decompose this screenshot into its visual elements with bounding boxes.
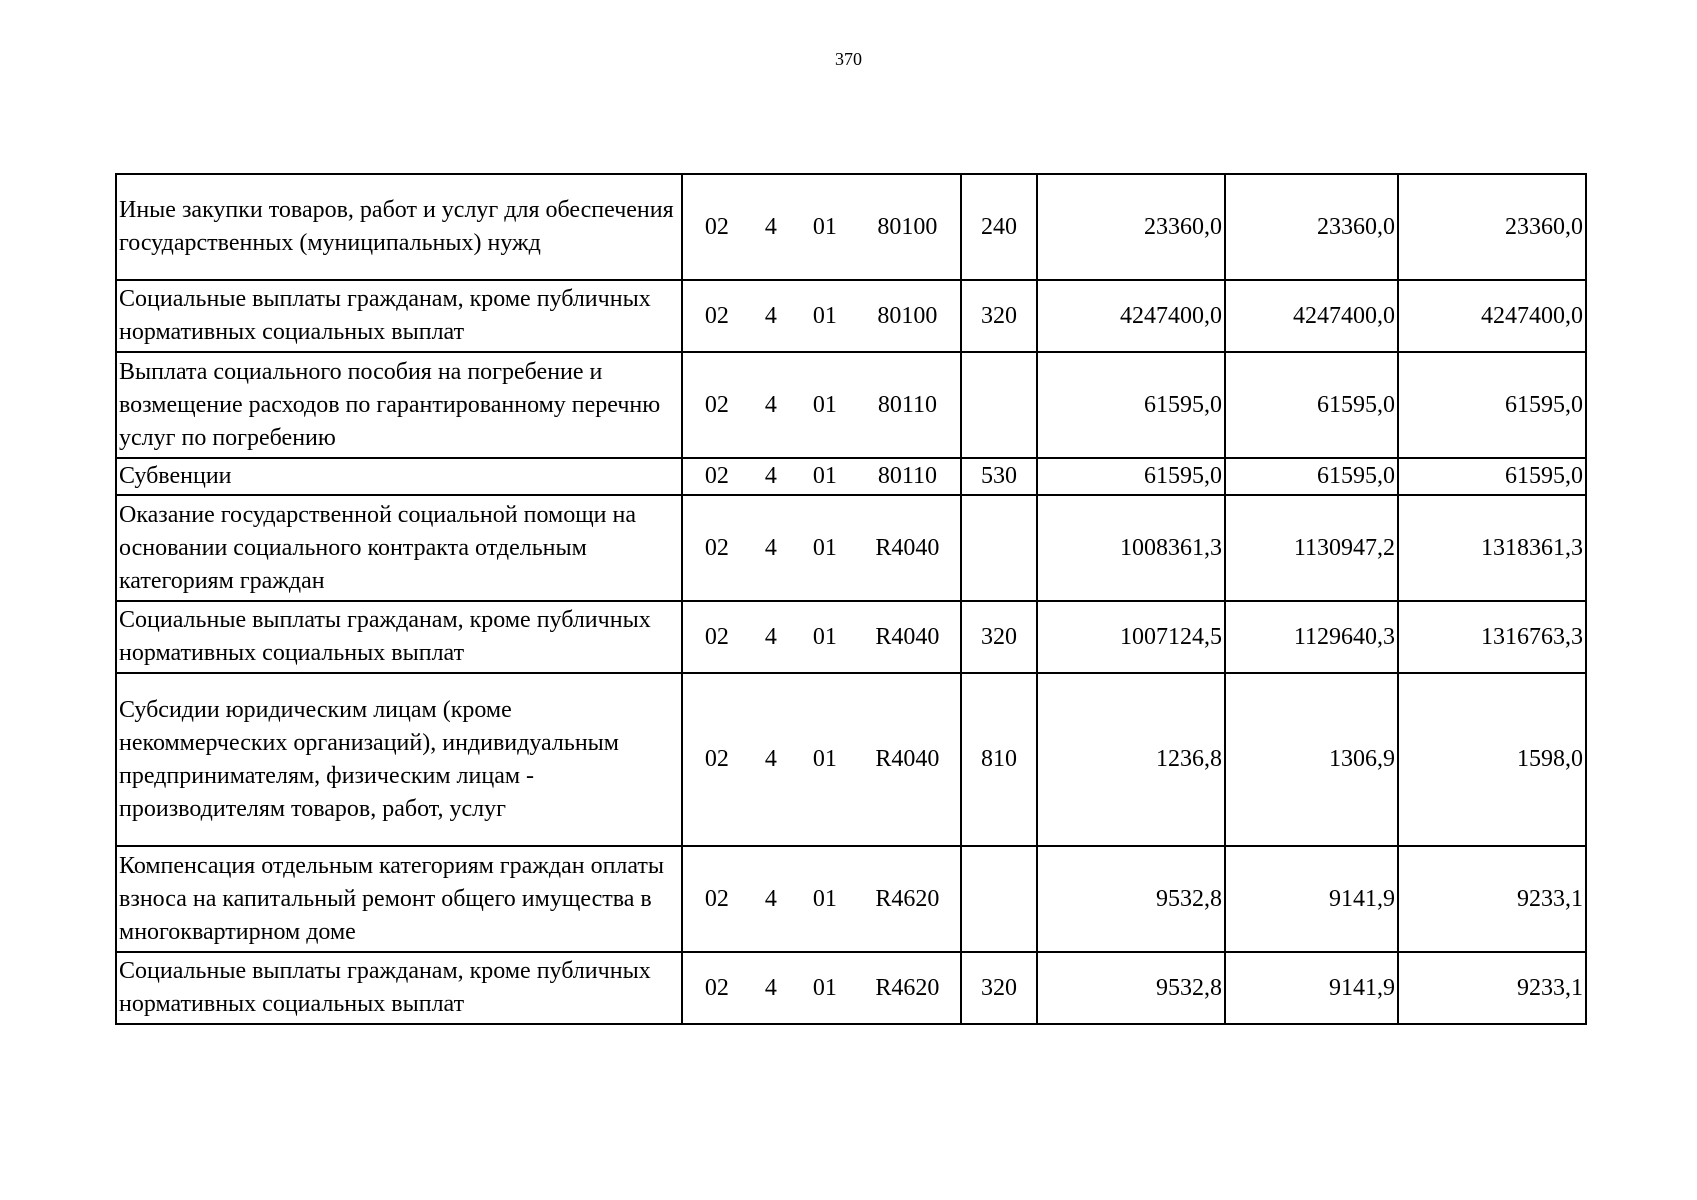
code-type: 4 bbox=[764, 885, 777, 912]
row-value-2: 9141,9 bbox=[1225, 846, 1398, 952]
row-value-2: 61595,0 bbox=[1225, 458, 1398, 495]
code-subprogram: 01 bbox=[812, 302, 837, 329]
row-value-3: 9233,1 bbox=[1398, 952, 1586, 1024]
row-code bbox=[682, 458, 961, 495]
code-type: 4 bbox=[764, 302, 777, 329]
code-program: 02 bbox=[704, 623, 729, 650]
code-direction: 80110 bbox=[877, 463, 937, 489]
code-subprogram: 01 bbox=[812, 885, 837, 912]
page-number: 370 bbox=[835, 49, 862, 69]
code-subprogram: 01 bbox=[812, 391, 837, 418]
table-row bbox=[116, 952, 1586, 1024]
row-expense-type: 320 bbox=[961, 952, 1037, 1024]
budget-table bbox=[115, 173, 1587, 1025]
code-type: 4 bbox=[764, 463, 777, 489]
code-subprogram: 01 bbox=[812, 974, 837, 1001]
row-name: Субсидии юридическим лицам (кроме некоммерческих организаций), индивидуальным предпринимателям, физическим лицам - производителям товаров, работ, услуг bbox=[116, 673, 682, 846]
code-subprogram: 01 bbox=[812, 213, 837, 240]
row-name: Социальные выплаты гражданам, кроме публичных нормативных социальных выплат bbox=[116, 601, 682, 673]
code-program: 02 bbox=[704, 974, 729, 1001]
code-program: 02 bbox=[704, 746, 729, 772]
code-program: 02 bbox=[704, 213, 729, 240]
row-value-1: 1007124,5 bbox=[1037, 601, 1225, 673]
code-program: 02 bbox=[704, 463, 729, 489]
row-value-3: 61595,0 bbox=[1398, 458, 1586, 495]
code-program: 02 bbox=[704, 534, 729, 561]
row-value-2: 9141,9 bbox=[1225, 952, 1398, 1024]
row-value-2: 4247400,0 bbox=[1225, 280, 1398, 352]
row-expense-type bbox=[961, 495, 1037, 601]
row-expense-type bbox=[961, 846, 1037, 952]
row-expense-type: 810 bbox=[961, 673, 1037, 846]
row-name: Социальные выплаты гражданам, кроме публичных нормативных социальных выплат bbox=[116, 280, 682, 352]
table-row bbox=[116, 846, 1586, 952]
row-value-2: 61595,0 bbox=[1225, 352, 1398, 458]
table-row bbox=[116, 352, 1586, 458]
code-direction: 80110 bbox=[877, 391, 937, 418]
row-expense-type bbox=[961, 352, 1037, 458]
row-value-3: 1598,0 bbox=[1398, 673, 1586, 846]
table-row bbox=[116, 495, 1586, 601]
row-value-1: 23360,0 bbox=[1037, 174, 1225, 280]
row-value-3: 4247400,0 bbox=[1398, 280, 1586, 352]
row-value-1: 61595,0 bbox=[1037, 458, 1225, 495]
row-code bbox=[682, 495, 961, 601]
row-expense-type: 320 bbox=[961, 601, 1037, 673]
row-value-1: 4247400,0 bbox=[1037, 280, 1225, 352]
code-subprogram: 01 bbox=[812, 463, 837, 489]
code-type: 4 bbox=[764, 534, 777, 561]
row-name: Выплата социального пособия на погребение и возмещение расходов по гарантированному перечню услуг по погребению bbox=[116, 352, 682, 458]
row-name: Оказание государственной социальной помощи на основании социального контракта отдельным категориям граждан bbox=[116, 495, 682, 601]
row-value-1: 1008361,3 bbox=[1037, 495, 1225, 601]
row-code bbox=[682, 952, 961, 1024]
code-subprogram: 01 bbox=[812, 623, 837, 650]
code-direction: R4040 bbox=[875, 623, 940, 650]
code-type: 4 bbox=[764, 213, 777, 240]
row-code bbox=[682, 673, 961, 846]
row-code bbox=[682, 601, 961, 673]
row-value-2: 23360,0 bbox=[1225, 174, 1398, 280]
row-expense-type: 240 bbox=[961, 174, 1037, 280]
row-name: Иные закупки товаров, работ и услуг для обеспечения государственных (муниципальных) нужд bbox=[116, 174, 682, 280]
table-row bbox=[116, 673, 1586, 846]
row-expense-type: 530 bbox=[961, 458, 1037, 495]
row-name: Социальные выплаты гражданам, кроме публичных нормативных социальных выплат bbox=[116, 952, 682, 1024]
code-subprogram: 01 bbox=[812, 746, 837, 772]
row-code bbox=[682, 352, 961, 458]
row-code bbox=[682, 846, 961, 952]
table-row bbox=[116, 280, 1586, 352]
row-value-3: 61595,0 bbox=[1398, 352, 1586, 458]
row-name: Субвенции bbox=[116, 458, 682, 495]
code-program: 02 bbox=[704, 302, 729, 329]
row-value-1: 1236,8 bbox=[1037, 673, 1225, 846]
row-expense-type: 320 bbox=[961, 280, 1037, 352]
code-direction: 80100 bbox=[877, 213, 938, 240]
code-subprogram: 01 bbox=[812, 534, 837, 561]
code-direction: 80100 bbox=[877, 302, 938, 329]
row-value-3: 1318361,3 bbox=[1398, 495, 1586, 601]
row-name: Компенсация отдельным категориям граждан оплаты взноса на капитальный ремонт общего имущества в многоквартирном доме bbox=[116, 846, 682, 952]
code-type: 4 bbox=[764, 974, 777, 1001]
row-value-3: 1316763,3 bbox=[1398, 601, 1586, 673]
code-direction: R4040 bbox=[875, 534, 940, 561]
code-type: 4 bbox=[764, 623, 777, 650]
code-direction: R4040 bbox=[875, 746, 940, 772]
row-value-1: 61595,0 bbox=[1037, 352, 1225, 458]
table-row bbox=[116, 601, 1586, 673]
code-direction: R4620 bbox=[875, 974, 940, 1001]
row-value-2: 1129640,3 bbox=[1225, 601, 1398, 673]
row-value-1: 9532,8 bbox=[1037, 846, 1225, 952]
code-program: 02 bbox=[704, 391, 729, 418]
code-type: 4 bbox=[764, 746, 777, 772]
row-code bbox=[682, 280, 961, 352]
table-row bbox=[116, 174, 1586, 280]
code-direction: R4620 bbox=[875, 885, 940, 912]
code-type: 4 bbox=[764, 391, 777, 418]
row-value-1: 9532,8 bbox=[1037, 952, 1225, 1024]
row-value-3: 9233,1 bbox=[1398, 846, 1586, 952]
row-value-3: 23360,0 bbox=[1398, 174, 1586, 280]
code-program: 02 bbox=[704, 885, 729, 912]
row-code bbox=[682, 174, 961, 280]
table-row bbox=[116, 458, 1586, 495]
row-value-2: 1306,9 bbox=[1225, 673, 1398, 846]
row-value-2: 1130947,2 bbox=[1225, 495, 1398, 601]
